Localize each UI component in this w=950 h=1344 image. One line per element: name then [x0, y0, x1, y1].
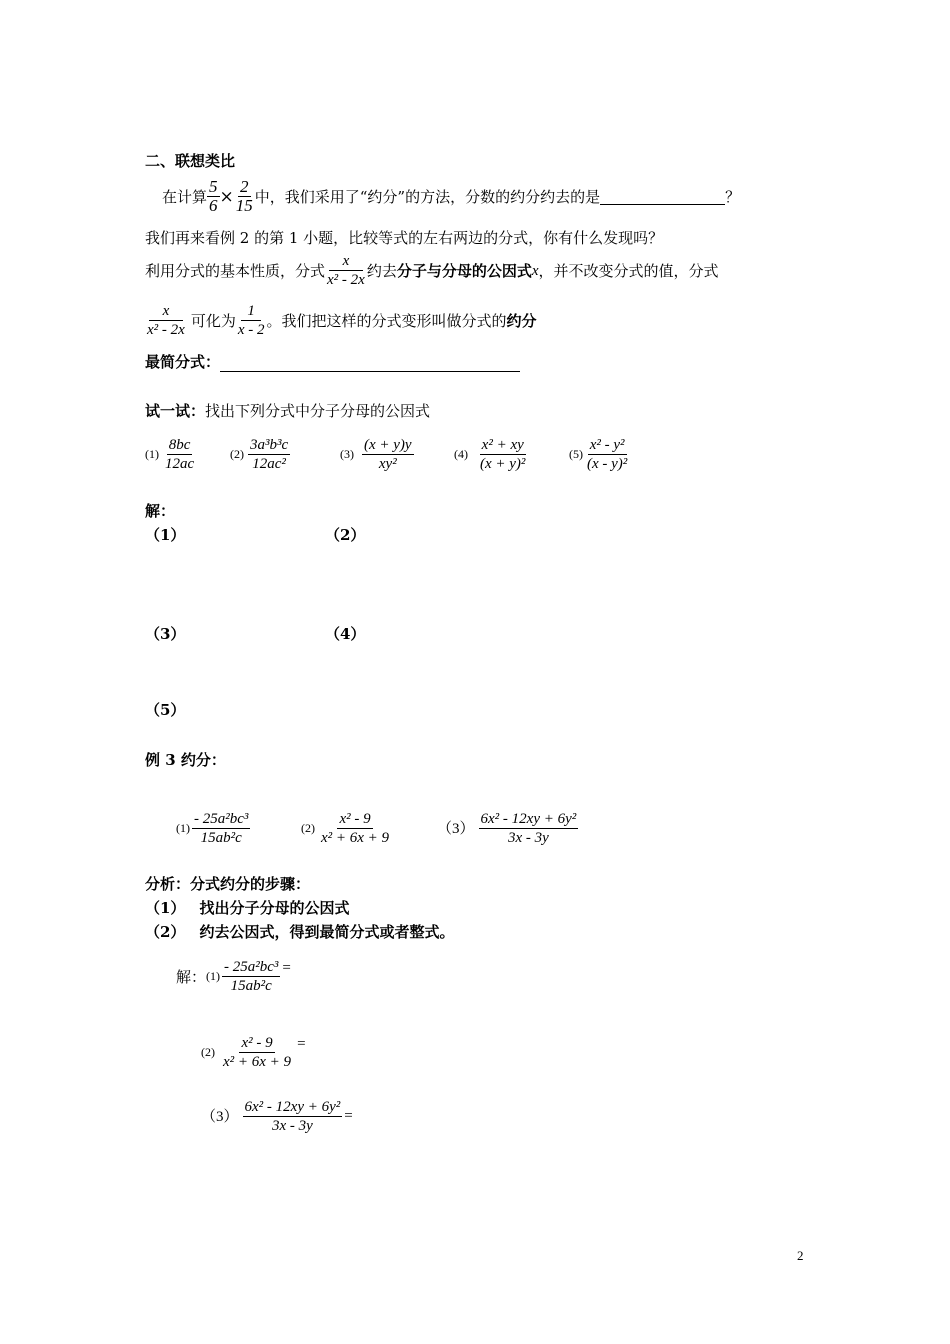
- try-text: 找出下列分式中分子分母的公因式: [205, 402, 431, 420]
- fraction-denominator: x² - 2x: [327, 272, 365, 288]
- fraction-denominator: 15ab²c: [200, 830, 242, 846]
- fraction-5-6: [207, 178, 220, 215]
- item-index: (1): [176, 821, 190, 835]
- try-item-3: [340, 436, 414, 473]
- fraction-denominator: 3x - 3y: [507, 830, 549, 846]
- fraction-numerator: x² + xy: [481, 437, 524, 453]
- try-item-5: [569, 436, 629, 473]
- p1-end: ？: [725, 187, 741, 206]
- fraction-numerator: 6x² - 12xy + 6y²: [244, 1099, 341, 1115]
- try-item-1: [145, 436, 196, 473]
- section-title: 二、联想类比: [145, 152, 236, 170]
- try-heading: [145, 401, 430, 421]
- fraction-numerator: 2: [240, 177, 249, 196]
- answer-label: 解：: [176, 967, 207, 986]
- p4-mid: 可化为: [190, 311, 236, 330]
- solution-mark-1: （1）: [145, 526, 186, 544]
- try-item-2: [230, 436, 290, 473]
- solution-mark-2: （2）: [325, 526, 366, 544]
- fraction-numerator: 6x² - 12xy + 6y²: [480, 811, 577, 827]
- p3-mid: 约去: [366, 261, 397, 280]
- fraction: [192, 810, 250, 847]
- equals-sign: =: [297, 1036, 306, 1052]
- fill-blank[interactable]: [600, 188, 725, 205]
- fraction-2-15: [234, 178, 255, 215]
- item-index: (5): [569, 447, 583, 461]
- fraction-numerator: x: [149, 302, 184, 321]
- example3-item-1: [176, 810, 250, 847]
- equals-sign: =: [282, 960, 291, 976]
- example3-label: 例 3 约分：: [145, 751, 226, 769]
- item-index: (2): [201, 1045, 215, 1059]
- fraction-1-over-x-2: [236, 302, 267, 339]
- p1-rest: 中，我们采用了“约分”的方法，分数的约分约去的是: [254, 187, 601, 206]
- simplest-label: 最简分式：: [145, 353, 221, 371]
- fraction-numerator: x: [329, 252, 364, 271]
- fraction: [479, 810, 579, 847]
- fraction-denominator: 12ac²: [252, 456, 286, 472]
- paragraph-compare: 我们再来看例 2 的第 1 小题，比较等式的左右两边的分式，你有什么发现吗？: [145, 229, 664, 247]
- fraction-denominator: x - 2: [237, 322, 265, 338]
- solution-mark-5: （5）: [145, 701, 186, 719]
- p3-var: x: [531, 262, 539, 279]
- page-number: 2: [797, 1248, 804, 1263]
- fraction-numerator: 5: [209, 177, 218, 196]
- fraction-denominator: 12ac: [165, 456, 195, 472]
- fraction-x-over-x2-2x: [145, 302, 187, 339]
- fraction-numerator: 8bc: [168, 437, 191, 453]
- fraction-denominator: 15: [235, 196, 253, 215]
- try-label: 试一试：: [145, 402, 206, 420]
- fraction-denominator: x² + 6x + 9: [321, 830, 390, 846]
- simplest-fraction-row: [145, 352, 520, 372]
- step-text: 找出分子分母的公因式: [199, 899, 350, 917]
- item-index: (2): [301, 821, 315, 835]
- simplest-blank[interactable]: [220, 357, 520, 372]
- fraction-numerator: x² - y²: [589, 437, 625, 453]
- example3-item-3: [437, 810, 578, 847]
- answer-row-2: [201, 1034, 306, 1071]
- paragraph-calc: [162, 178, 740, 215]
- fraction-numerator: x² - 9: [339, 811, 371, 827]
- item-index: (3): [340, 447, 354, 461]
- fraction-denominator: x² - 2x: [147, 322, 185, 338]
- step-index: （2）: [145, 923, 186, 941]
- fraction-numerator: 1: [241, 302, 261, 321]
- item-index: （3）: [201, 1108, 239, 1125]
- example3-item-2: [301, 810, 391, 847]
- fraction-denominator: 3x - 3y: [271, 1118, 313, 1134]
- times-symbol: ×: [219, 186, 234, 207]
- fraction: [222, 958, 280, 995]
- fraction-numerator: - 25a²bc³: [194, 811, 249, 827]
- p3-bold: 分子与分母的公因式: [396, 261, 532, 280]
- fraction: [243, 1098, 343, 1135]
- fraction: [362, 436, 414, 473]
- solution-mark-4: （4）: [325, 625, 366, 643]
- answer-row-1: [176, 958, 291, 995]
- item-index: (1): [145, 447, 159, 461]
- analysis-step-1: [145, 898, 349, 918]
- fraction-denominator: (x - y)²: [587, 456, 628, 472]
- p3-rest: ，并不改变分式的值，分式: [538, 261, 719, 280]
- fraction: [319, 810, 391, 847]
- fraction-denominator: x² + 6x + 9: [223, 1054, 292, 1070]
- fraction: [221, 1034, 293, 1071]
- item-index: (2): [230, 447, 244, 461]
- analysis-step-2: [145, 922, 454, 942]
- fraction-denominator: 6: [209, 196, 218, 215]
- p3-lead: 利用分式的基本性质，分式: [145, 261, 326, 280]
- try-item-4: [454, 436, 527, 473]
- fraction: [163, 436, 196, 473]
- item-index: (4): [454, 447, 468, 461]
- fraction-x-over-x2-2x: [325, 252, 367, 289]
- fraction: [478, 436, 527, 473]
- step-index: （1）: [145, 899, 186, 917]
- analysis-label: 分析：分式约分的步骤：: [145, 875, 311, 893]
- fraction-denominator: 15ab²c: [230, 978, 272, 994]
- p4-rest: 。我们把这样的分式变形叫做分式的: [266, 311, 507, 330]
- paragraph-property: [145, 252, 719, 289]
- fraction-numerator: - 25a²bc³: [224, 959, 279, 975]
- fraction-numerator: (x + y)y: [364, 437, 412, 453]
- paragraph-reduce-def: [145, 302, 537, 339]
- solution-label: 解：: [145, 502, 176, 520]
- step-text: 约去公因式，得到最简分式或者整式。: [199, 923, 455, 941]
- fraction-denominator: xy²: [378, 456, 397, 472]
- fraction-numerator: x² - 9: [241, 1035, 273, 1051]
- p4-bold: 约分: [506, 311, 537, 330]
- fraction-numerator: 3a³b³c: [250, 437, 289, 453]
- item-index: （3）: [437, 820, 475, 837]
- fraction: [585, 436, 629, 473]
- solution-mark-3: （3）: [145, 625, 186, 643]
- equals-sign: =: [344, 1108, 353, 1124]
- fraction-denominator: (x + y)²: [480, 456, 526, 472]
- answer-row-3: [201, 1098, 353, 1135]
- p1-lead: 在计算: [162, 187, 208, 206]
- item-index: (1): [206, 969, 221, 983]
- fraction: [248, 436, 290, 473]
